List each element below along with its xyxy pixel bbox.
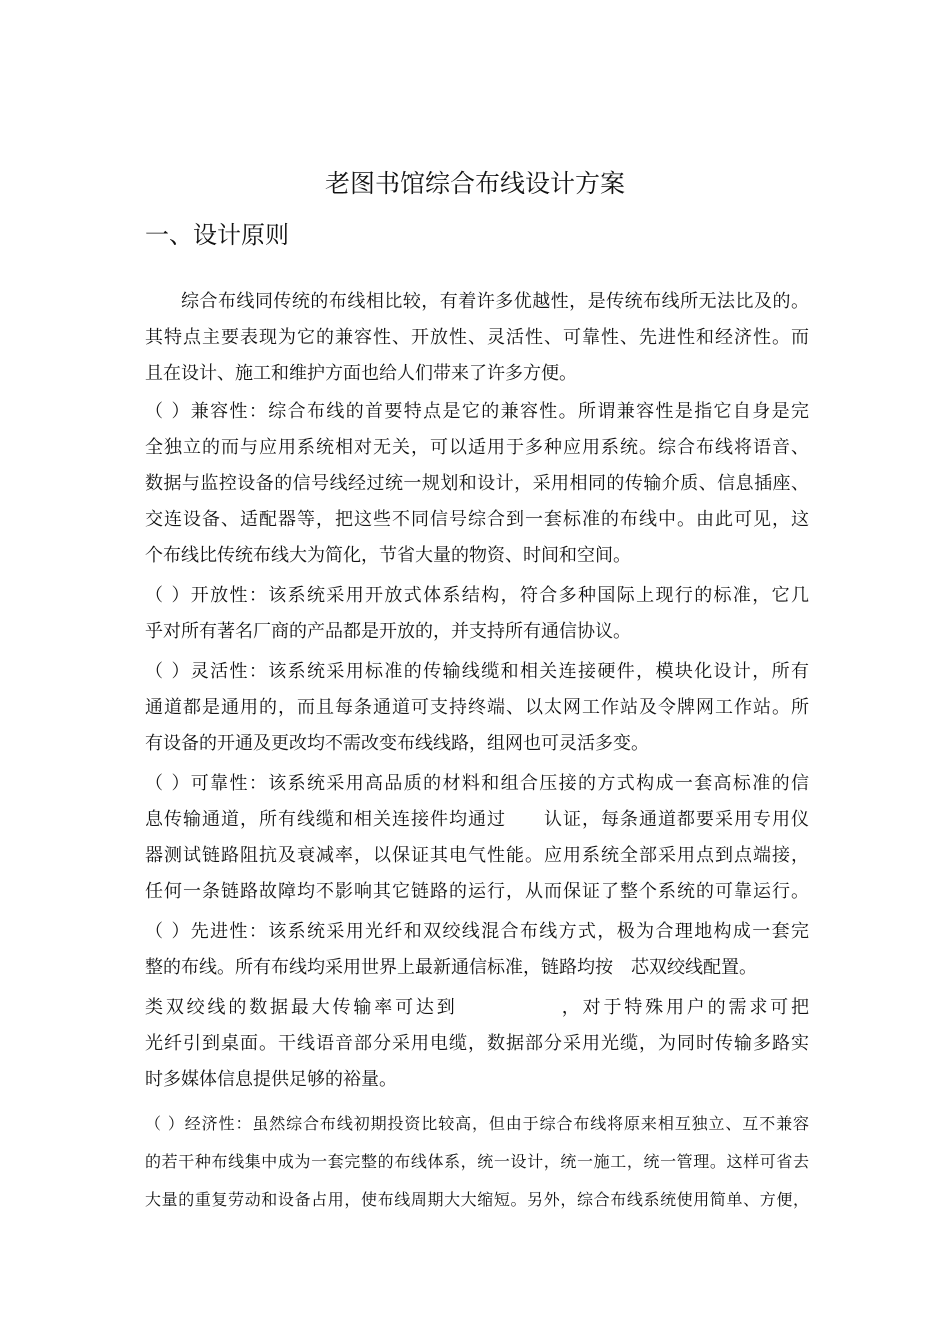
- text-line: 时多媒体信息提供足够的裕量。: [145, 1069, 397, 1090]
- text-line: 类双绞线的数据最大传输率可达到 ，对于特殊用户的需求可把: [145, 997, 809, 1018]
- text-line: （ ）开放性：该系统采用开放式体系结构，符合多种国际上现行的标准，它几: [145, 585, 809, 606]
- text-line: （ ）先进性：该系统采用光纤和双绞线混合布线方式，极为合理地构成一套完: [145, 921, 809, 942]
- text-line: 其特点主要表现为它的兼容性、开放性、灵活性、可靠性、先进性和经济性。而: [145, 327, 809, 348]
- text-line: 全独立的而与应用系统相对无关，可以适用于多种应用系统。综合布线将语音、: [145, 437, 809, 458]
- section-heading: 一、设计原则: [145, 221, 289, 249]
- text-line: 任何一条链路故障均不影响其它链路的运行，从而保证了整个系统的可靠运行。: [145, 881, 809, 902]
- text-line: 的若干种布线集中成为一套完整的布线体系，统一设计，统一施工，统一管理。这样可省去: [145, 1152, 809, 1171]
- text-line: 交连设备、适配器等，把这些不同信号综合到一套标准的布线中。由此可见，这: [145, 509, 809, 530]
- text-line: 有设备的开通及更改均不需改变布线线路，组网也可灵活多变。: [145, 733, 649, 754]
- document-title: 老图书馆综合布线设计方案: [324, 169, 625, 198]
- text-line: 综合布线同传统的布线相比较，有着许多优越性，是传统布线所无法比及的。: [181, 291, 809, 312]
- text-line: 个布线比传统布线大为简化，节省大量的物资、时间和空间。: [145, 545, 631, 566]
- text-line: 器测试链路阻抗及衰减率，以保证其电气性能。应用系统全部采用点到点端接，: [145, 845, 809, 866]
- text-line: （ ）可靠性：该系统采用高品质的材料和组合压接的方式构成一套高标准的信: [145, 773, 809, 794]
- text-line: 且在设计、施工和维护方面也给人们带来了许多方便。: [145, 363, 577, 384]
- text-line: 大量的重复劳动和设备占用，使布线周期大大缩短。另外，综合布线系统使用简单、方便，: [145, 1190, 809, 1209]
- text-line: 息传输通道，所有线缆和相关连接件均通过 认证，每条通道都要采用专用仪: [145, 809, 809, 830]
- text-line: 数据与监控设备的信号线经过统一规划和设计，采用相同的传输介质、信息插座、: [145, 473, 809, 494]
- text-line: 通道都是通用的，而且每条通道可支持终端、以太网工作站及令牌网工作站。所: [145, 697, 809, 718]
- text-line: （ ）经济性：虽然综合布线初期投资比较高，但由于综合布线将原来相互独立、互不兼容: [145, 1114, 809, 1133]
- text-line: （ ）灵活性：该系统采用标准的传输线缆和相关连接硬件，模块化设计，所有: [145, 661, 809, 682]
- text-line: 整的布线。所有布线均采用世界上最新通信标准，链路均按 芯双绞线配置。: [145, 957, 757, 978]
- text-line: 乎对所有著名厂商的产品都是开放的，并支持所有通信协议。: [145, 621, 631, 642]
- text-line: （ ）兼容性：综合布线的首要特点是它的兼容性。所谓兼容性是指它自身是完: [145, 401, 809, 422]
- text-line: 光纤引到桌面。干线语音部分采用电缆，数据部分采用光缆，为同时传输多路实: [145, 1033, 809, 1054]
